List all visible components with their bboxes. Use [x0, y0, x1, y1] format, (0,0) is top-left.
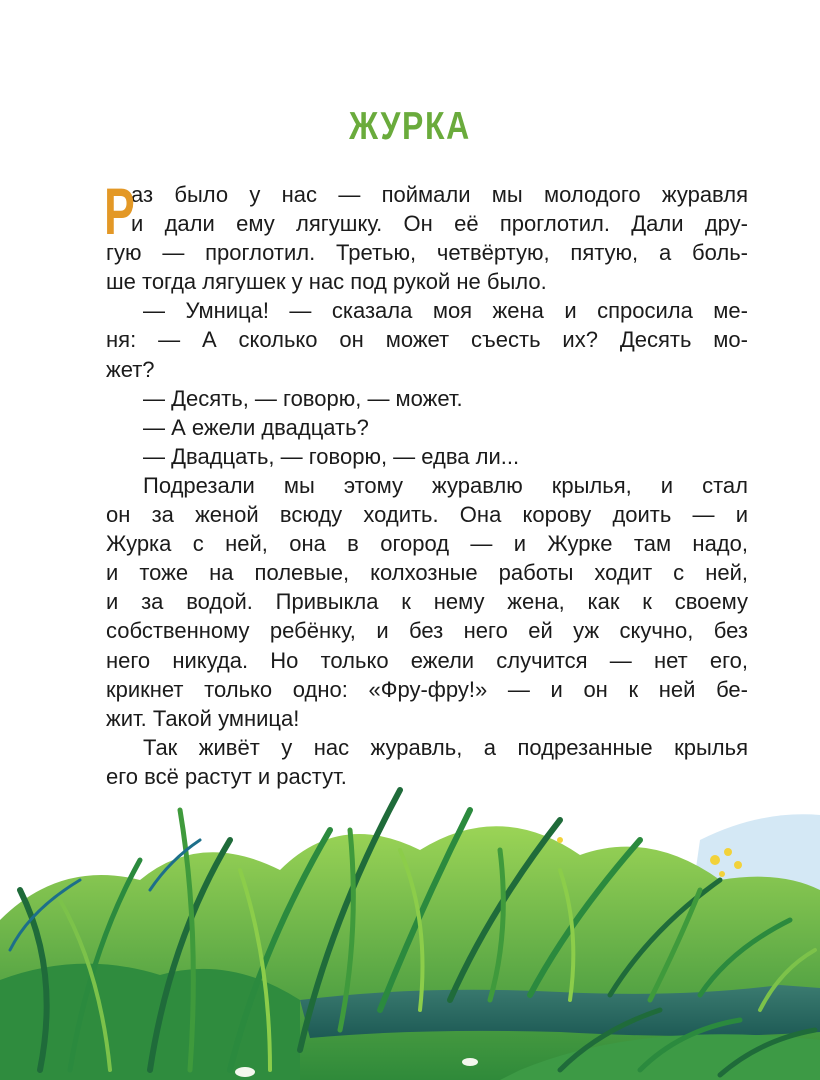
first-paragraph: [104, 174, 748, 296]
text-line: — Десять, — говорю, — может.: [143, 385, 463, 411]
story-title: ЖУРКА: [349, 105, 471, 148]
text-line: и за водой. Привыкла к нему жена, как к своему: [106, 589, 748, 615]
text-line: жет?: [106, 356, 155, 382]
text-line: него никуда. Но только ежели случится — нет его,: [106, 647, 748, 673]
story-text: [104, 174, 748, 791]
text-line: и тоже на полевые, колхозные работы ходит с ней,: [106, 560, 748, 586]
text-line: Подрезали мы этому журавлю крылья, и стал: [143, 472, 748, 498]
text-line: его всё растут и растут.: [106, 763, 347, 789]
text-line: собственному ребёнку, и без него ей уж скучно, без: [106, 618, 748, 644]
text-line: — Умница! — сказала моя жена и спросила ме-: [143, 298, 748, 324]
text-line: и дали ему лягушку. Он её проглотил. Дали дру-: [131, 211, 748, 237]
text-line: — А ежели двадцать?: [143, 414, 369, 440]
text-line: жит. Такой умница!: [106, 705, 300, 731]
text-line: аз было у нас — поймали мы молодого журавля: [131, 182, 748, 207]
text-line: ше тогда лягушек у нас под рукой не было.: [106, 269, 547, 295]
text-line: Журка с ней, она в огород — и Журке там надо,: [106, 531, 748, 557]
text-line: Так живёт у нас журавль, а подрезанные крылья: [143, 734, 748, 760]
text-line: крикнет только одно: «Фру-фру!» — и он к ней бе-: [106, 676, 748, 702]
drop-cap-letter: Р: [104, 174, 135, 248]
text-line: он за женой всюду ходить. Она корову доить — и: [106, 502, 748, 528]
grass-illustration: [0, 770, 820, 1080]
text-line: ня: — А сколько он может съесть их? Десять мо-: [106, 327, 748, 353]
text-line: гую — проглотил. Третью, четвёртую, пятую, а боль-: [106, 240, 748, 266]
text-line: — Двадцать, — говорю, — едва ли...: [143, 443, 520, 469]
